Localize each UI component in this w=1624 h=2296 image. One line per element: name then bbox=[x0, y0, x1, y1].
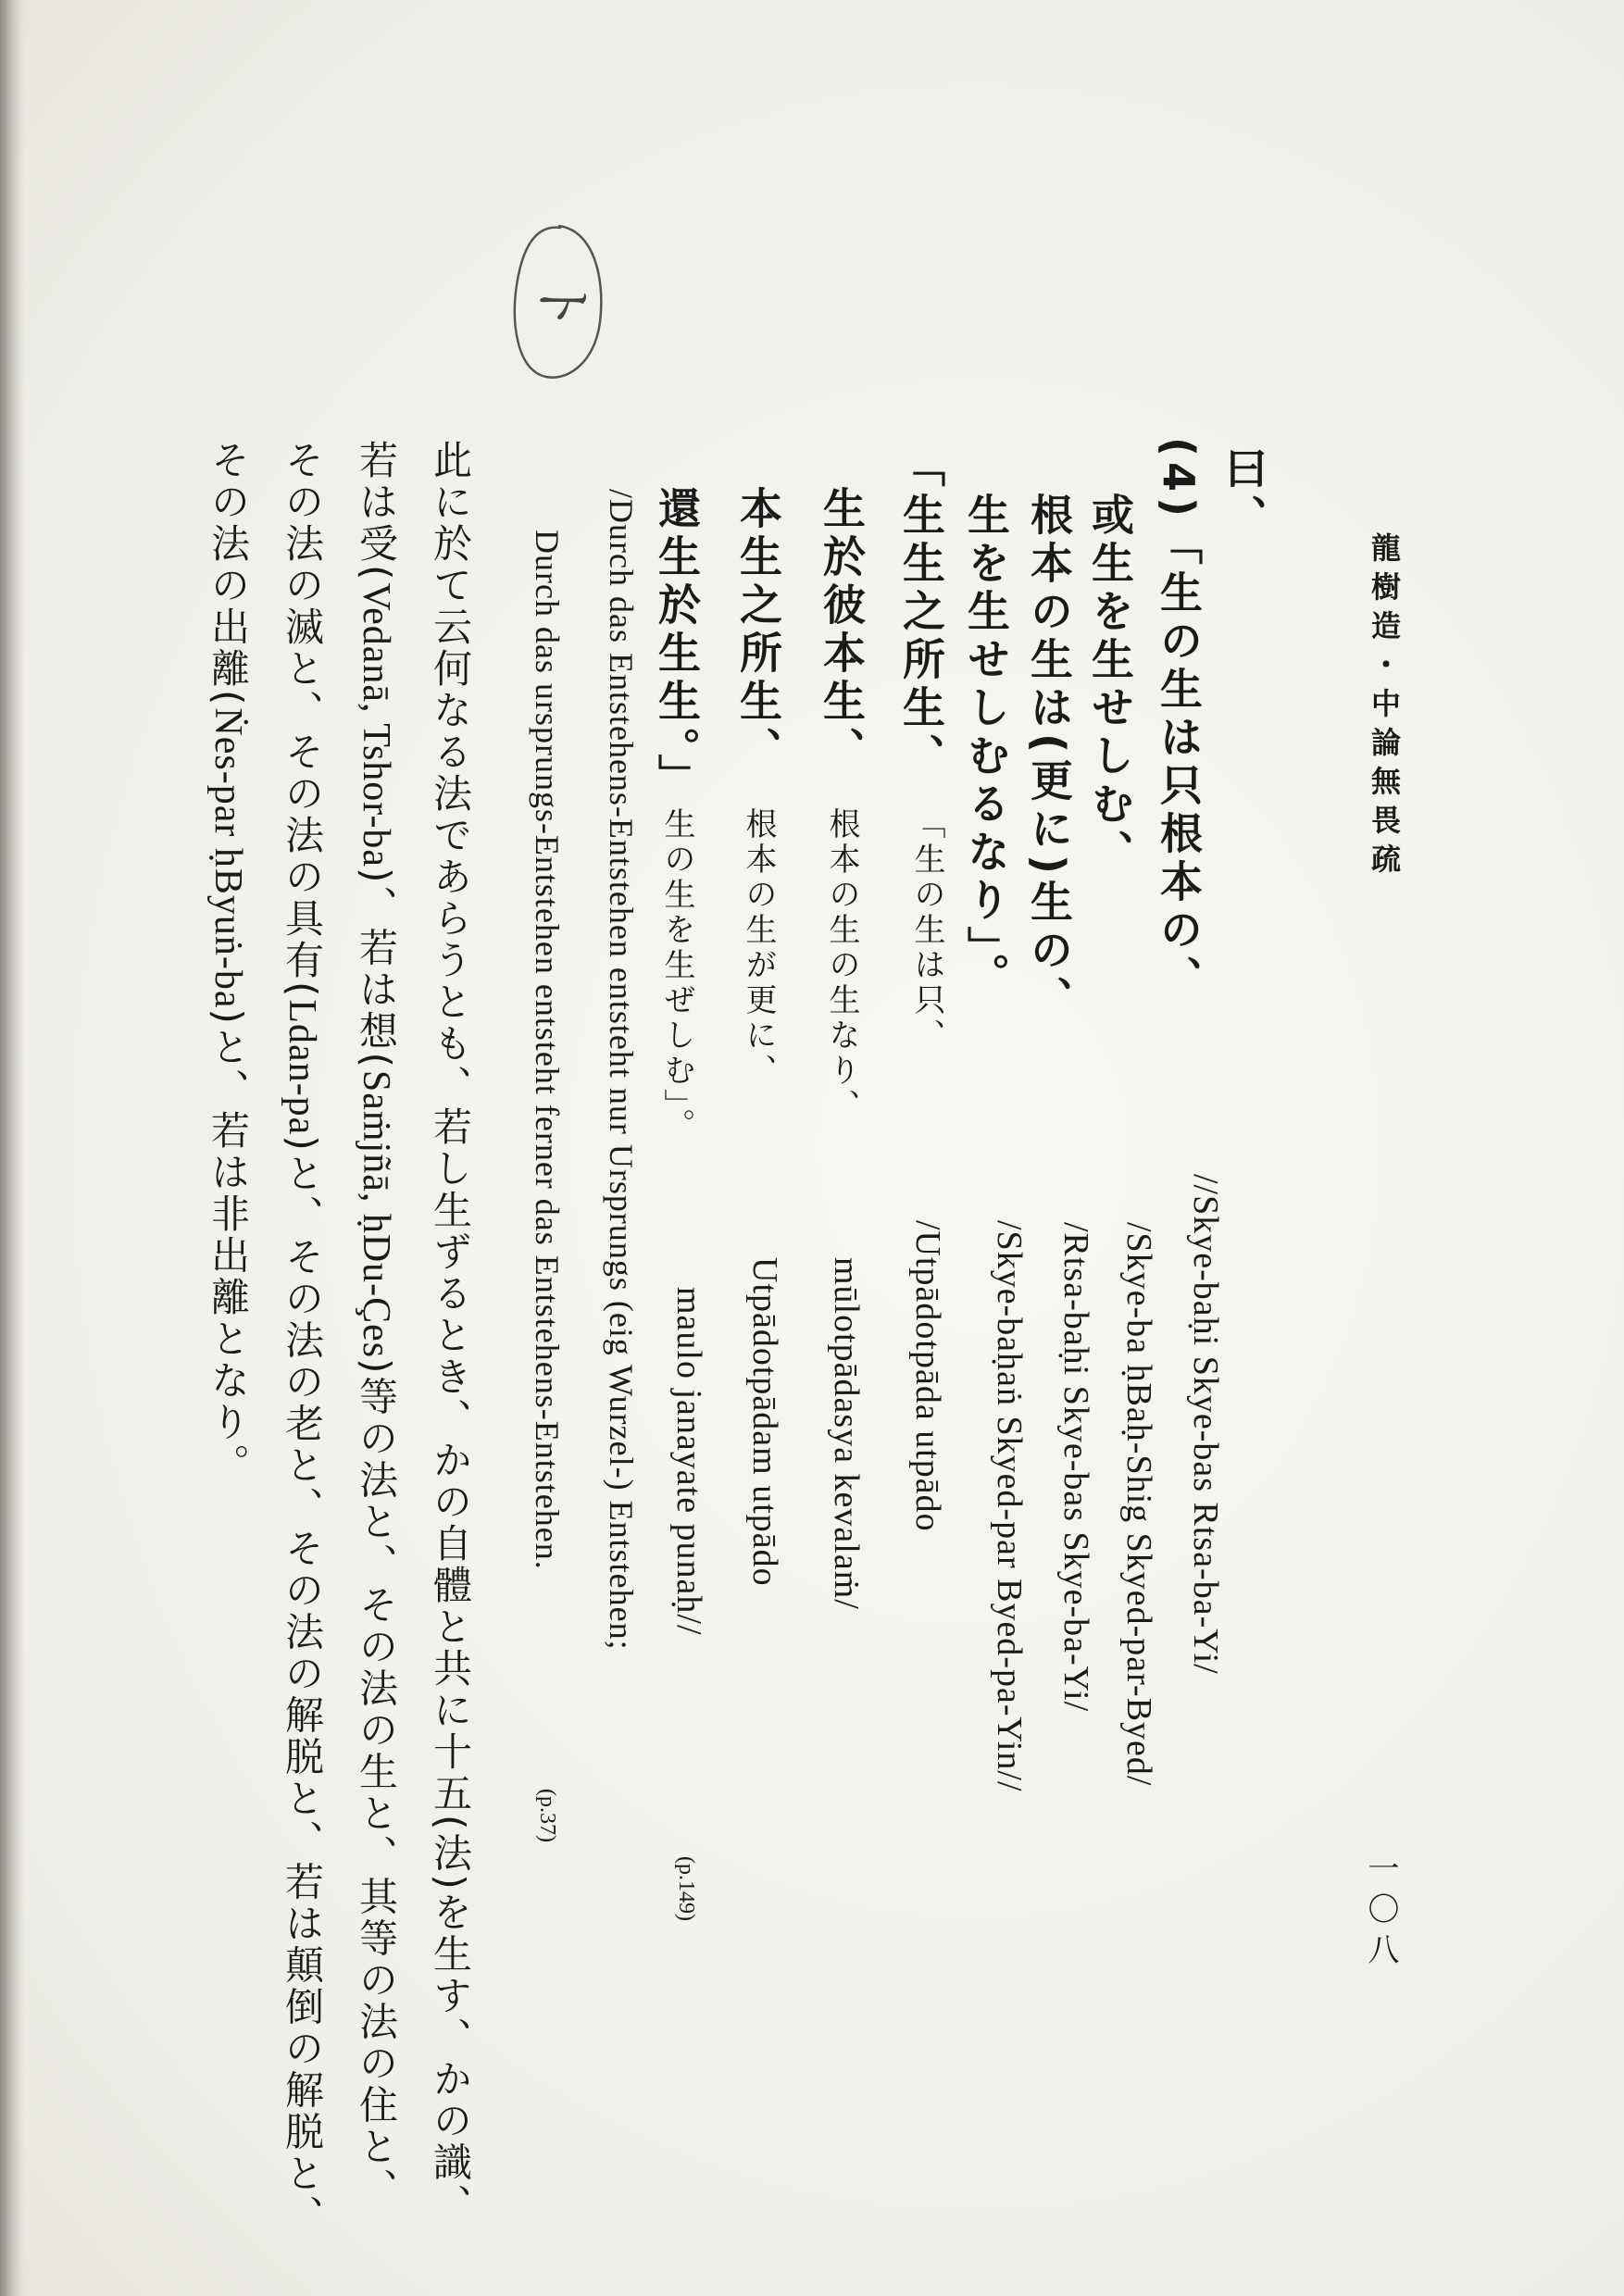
verse-cn-line-2: 生於彼本生、 bbox=[817, 486, 867, 775]
commentary-line-4-text-a: その法の出離( bbox=[206, 440, 251, 708]
verse-jp-line-1: (4)「生の生は只根本の、 bbox=[1154, 437, 1204, 1004]
commentary-line-2-text-a: 若は受( bbox=[354, 440, 399, 583]
commentary-line-2-text-c: )、若は想( bbox=[354, 867, 399, 1070]
commentary-line-4 bbox=[200, 440, 256, 1485]
verse-german-line-2: Durch das ursprungs-Entstehen entsteht ferner das Entstehens-Entstehen. bbox=[529, 530, 566, 1570]
commentary-line-2-latin-1: Vedanā, Tshor-ba bbox=[355, 582, 397, 868]
verse-tibetan-line-4: /Skye-baḥaṅ Skyed-par Byed-pa-Yin// bbox=[990, 1220, 1029, 1792]
commentary-line-1-text: 此に於て云何なる法であらうとも、若し生ずるとき、かの自體と共に十五(法)を生す、かの識、 bbox=[428, 440, 473, 2226]
verse-cn-gloss-4: 生の生を生ぜしむ」。 bbox=[658, 807, 695, 1143]
commentary-line-2-latin-2: Saṁjñā, ḥDu-Çes bbox=[355, 1069, 397, 1359]
verse-tibetan-line-2: /Skye-ba ḥBaḥ-Shig Skyed-par-Byed/ bbox=[1119, 1222, 1158, 1787]
book-binding-shadow bbox=[0, 0, 24, 2296]
commentary-line-2 bbox=[348, 440, 404, 2210]
verse-cn-line-3: 本生之所生、 bbox=[733, 486, 783, 775]
verse-sanskrit-line-4: maulo janayate punaḥ// bbox=[669, 1287, 708, 1636]
verse-cn-gloss-1: 「生の生は只、 bbox=[908, 807, 945, 1054]
verse-cn-line-1: 「生生之所生、 bbox=[896, 444, 946, 781]
verse-german-ref: (p.37) bbox=[535, 1789, 559, 1842]
verse-tibetan-line-1: //Skye-baḥi Skye-bas Rtsa-ba-Yi/ bbox=[1186, 1174, 1225, 1675]
verse-sanskrit-ref: (p.149) bbox=[674, 1856, 698, 1921]
verse-cn-line-4: 還生於生生。」 bbox=[652, 486, 702, 802]
verse-jp-line-4: 生を生せしむるなり」。 bbox=[961, 493, 1011, 1001]
commentary-line-3-text-a: その法の滅と、その法の具有( bbox=[280, 440, 325, 1000]
verse-tibetan-line-3: /Rtsa-baḥi Skye-bas Skye-ba-Yi/ bbox=[1056, 1222, 1095, 1713]
running-title: 龍樹造・中論無畏疏 bbox=[1367, 532, 1402, 882]
verse-sanskrit-line-2: mūlotpādasya kevalaṁ/ bbox=[827, 1257, 866, 1610]
commentary-line-2-text-e: )等の法と、その法の生と、其等の法の住と、 bbox=[354, 1358, 399, 2210]
commentary-line-3-text-c: )と、その法の老と、その法の解脱と、若は顛倒の解脱と、 bbox=[280, 1135, 325, 2237]
verse-german-line-1: /Durch das Entstehens-Entstehen entsteht nur Ursprungs (eig Wurzel-) Entstehen; bbox=[603, 489, 640, 1651]
commentary-line-4-latin: Ṅes-par ḥByuṅ-ba bbox=[206, 707, 249, 1009]
commentary-line-1 bbox=[422, 440, 478, 2226]
margin-mark-text: ト bbox=[529, 274, 596, 333]
verse-intro: 曰、 bbox=[1218, 446, 1268, 543]
verse-sanskrit-line-1: /Utpādotpāda utpādo bbox=[908, 1220, 947, 1532]
page-number: 一〇八 bbox=[1362, 1852, 1399, 1974]
commentary-line-3-latin: Ldan-pa bbox=[281, 999, 323, 1136]
handwritten-circle-mark bbox=[507, 220, 609, 387]
verse-jp-line-2: 或生を生せしむ、 bbox=[1085, 493, 1135, 878]
verse-cn-gloss-3: 根本の生が更に、 bbox=[740, 807, 777, 1089]
commentary-line-3 bbox=[274, 440, 330, 2237]
verse-sanskrit-line-3: Utpādotpādam utpādo bbox=[745, 1257, 784, 1587]
verse-cn-gloss-2: 根本の生の生なり、 bbox=[823, 807, 860, 1124]
commentary-line-4-text-c: )と、若は非出離となり。 bbox=[206, 1008, 251, 1485]
verse-jp-line-3: 根本の生は(更に)生の、 bbox=[1024, 493, 1074, 1025]
